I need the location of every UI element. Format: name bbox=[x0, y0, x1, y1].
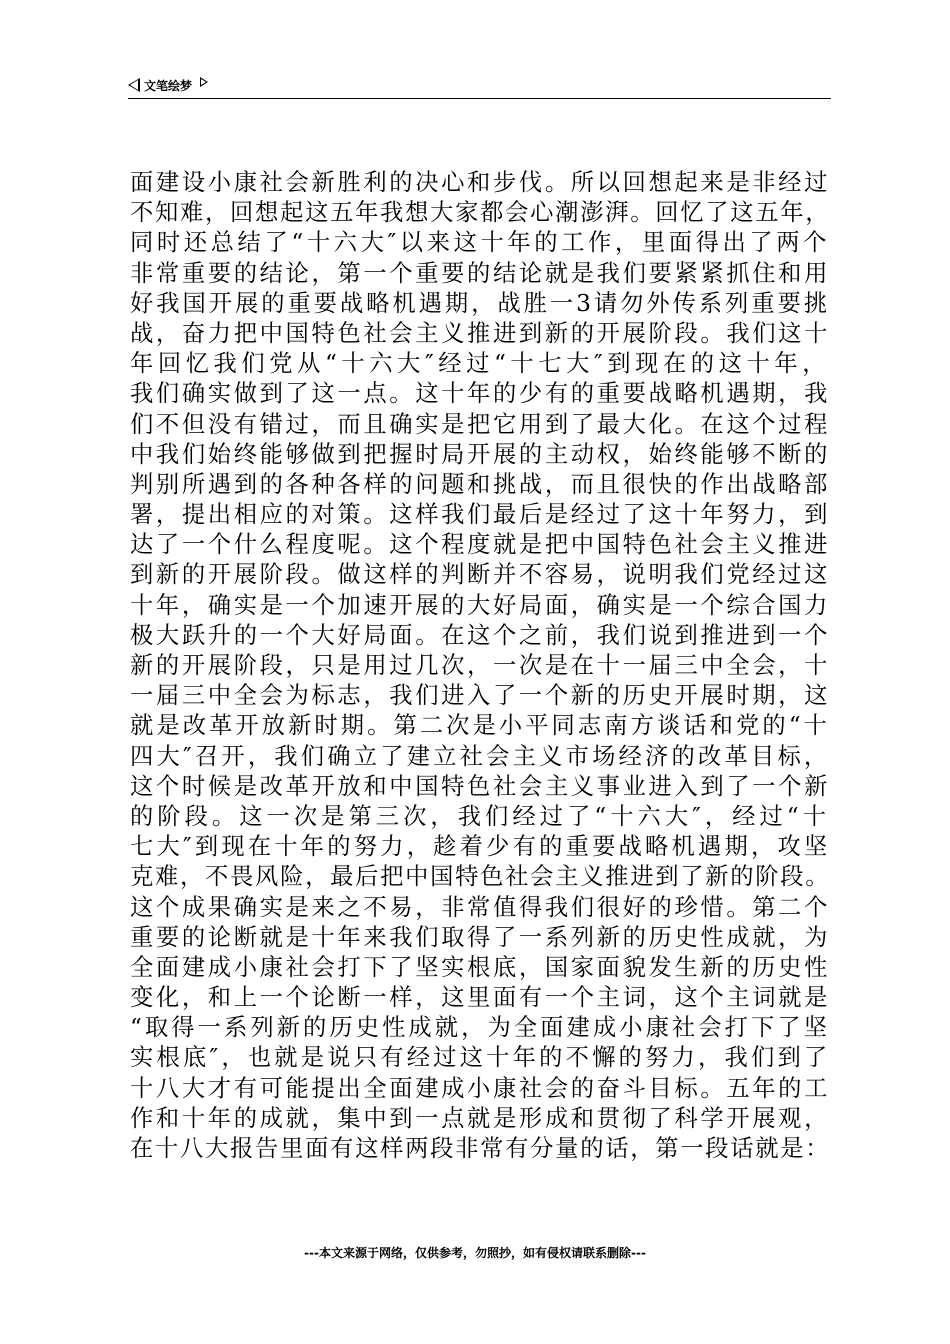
right-triangle-icon bbox=[200, 77, 208, 87]
header-brand bbox=[128, 74, 208, 96]
body-line: 重要的论断就是十年来我们取得了一系列新的历史性成就，为 bbox=[130, 923, 830, 951]
body-line: 一届三中全会为标志，我们进入了一个新的历史开展时期，这 bbox=[130, 682, 830, 710]
body-line: 们不但没有错过，而且确实是把它用到了最大化。在这个过程 bbox=[130, 410, 830, 438]
body-line: 实根底″，也就是说只有经过这十年的不懈的努力，我们到了 bbox=[130, 1044, 830, 1072]
body-line: 达了一个什么程度呢。这个程度就是把中国特色社会主义推进 bbox=[130, 531, 830, 559]
body-line: 判别所遇到的各种各样的问题和挑战，而且很快的作出战略部 bbox=[130, 470, 830, 498]
body-line: 中我们始终能够做到把握时局开展的主动权，始终能够不断的 bbox=[130, 440, 830, 468]
body-line: 的阶段。这一次是第三次，我们经过了“十六大″，经过“十 bbox=[130, 802, 830, 830]
body-line: 在十八大报告里面有这样两段非常有分量的话，第一段话就是： bbox=[130, 1135, 830, 1162]
body-line: 克难，不畏风险，最后把中国特色社会主义推进到了新的阶段。 bbox=[130, 863, 830, 891]
body-line: 这个时候是改革开放和中国特色社会主义事业进入到了一个新 bbox=[130, 772, 830, 800]
body-line: 作和十年的成就，集中到一点就是形成和贯彻了科学开展观， bbox=[130, 1104, 830, 1132]
body-line: 署，提出相应的对策。这样我们最后是经过了这十年努力，到 bbox=[130, 501, 830, 529]
body-line: 面建设小康社会新胜利的决心和步伐。所以回想起来是非经过 bbox=[130, 169, 830, 196]
header-title: 文笔绘梦 bbox=[144, 78, 193, 93]
body-line: 同时还总结了“十六大″以来这十年的工作，里面得出了两个 bbox=[130, 229, 830, 257]
body-line: 十八大才有可能提出全面建成小康社会的奋斗目标。五年的工 bbox=[130, 1074, 830, 1102]
body-line: 我们确实做到了这一点。这十年的少有的重要战略机遇期，我 bbox=[130, 380, 830, 408]
body-line: 变化，和上一个论断一样，这里面有一个主词，这个主词就是 bbox=[130, 984, 830, 1012]
body-line: 七大″到现在十年的努力，趁着少有的重要战略机遇期，攻坚 bbox=[130, 833, 830, 861]
body-line: 不知难，回想起这五年我想大家都会心潮澎湃。回忆了这五年， bbox=[130, 199, 830, 227]
body-line: 非常重要的结论，第一个重要的结论就是我们要紧紧抓住和用 bbox=[130, 259, 830, 287]
page-footer: ---本文来源于网络，仅供参考，勿照抄，如有侵权请联系删除--- bbox=[304, 1246, 646, 1260]
body-line: 新的开展阶段，只是用过几次，一次是在十一届三中全会，十 bbox=[130, 652, 830, 679]
body-line: 全面建成小康社会打下了坚实根底，国家面貌发生新的历史性 bbox=[130, 953, 830, 981]
body-line: 极大跃升的一个大好局面。在这个之前，我们说到推进到一个 bbox=[130, 621, 830, 649]
page-header bbox=[128, 74, 831, 99]
body-line: 四大″召开，我们确立了建立社会主义市场经济的改革目标， bbox=[130, 742, 830, 770]
body-line: 这个成果确实是来之不易，非常值得我们很好的珍惜。第二个 bbox=[130, 893, 830, 921]
body-line: 年回忆我们党从“十六大″经过“十七大″到现在的这十年， bbox=[130, 350, 830, 378]
document-body bbox=[130, 168, 830, 1164]
body-line: “取得一系列新的历史性成就，为全面建成小康社会打下了坚 bbox=[130, 1014, 830, 1042]
body-line: 十年，确实是一个加速开展的大好局面，确实是一个综合国力 bbox=[130, 591, 830, 619]
left-triangle-icon bbox=[128, 78, 140, 92]
body-line: 战，奋力把中国特色社会主义推进到新的开展阶段。我们这十 bbox=[130, 319, 830, 347]
body-line: 就是改革开放新时期。第二次是小平同志南方谈话和党的“十 bbox=[130, 712, 830, 740]
body-line: 到新的开展阶段。做这样的判断并不容易，说明我们党经过这 bbox=[130, 561, 830, 589]
body-line: 好我国开展的重要战略机遇期，战胜一3请勿外传系列重要挑 bbox=[130, 289, 830, 317]
